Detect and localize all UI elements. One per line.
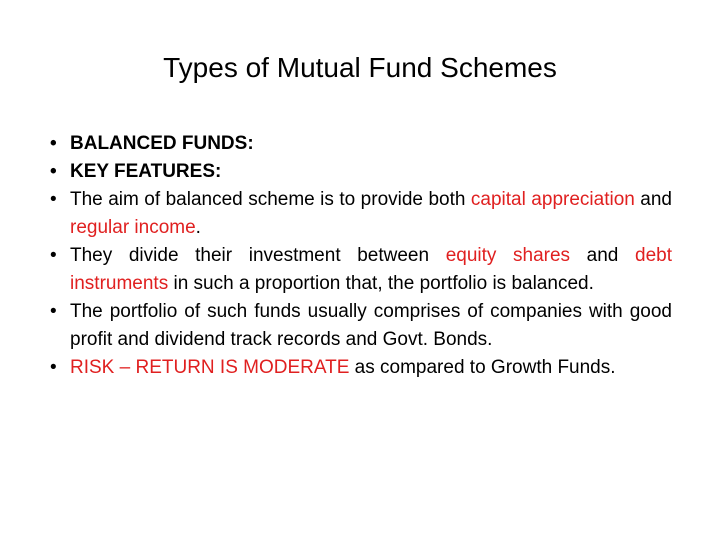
- bullet-balanced-funds: [50, 130, 672, 158]
- highlight-capital-appreciation: capital appreciation: [470, 189, 635, 210]
- bullet-risk-return: [50, 354, 672, 382]
- bullet-text: The portfolio of such funds usually comprises of companies with good profit and dividend track records and Govt. Bonds.: [70, 301, 672, 350]
- bullet-investment-division: [50, 242, 672, 298]
- bullet-list: [50, 130, 672, 382]
- bullet-portfolio: [50, 298, 672, 354]
- bullet-dot: •: [50, 133, 57, 154]
- bullet-text: and: [634, 189, 672, 210]
- bullet-key-features: [50, 158, 672, 186]
- bullet-text: as compared to Growth Funds.: [349, 357, 616, 378]
- bullet-text: BALANCED FUNDS:: [70, 133, 254, 154]
- highlight-risk-return: RISK – RETURN IS MODERATE: [70, 357, 350, 378]
- bullet-text: .: [195, 217, 201, 238]
- bullet-dot: •: [50, 189, 57, 210]
- bullet-aim: [50, 186, 672, 242]
- bullet-text: and: [570, 245, 636, 266]
- bullet-text: The aim of balanced scheme is to provide both: [70, 189, 471, 210]
- bullet-text: KEY FEATURES:: [70, 161, 222, 182]
- slide-title: Types of Mutual Fund Schemes: [163, 52, 557, 83]
- bullet-dot: •: [50, 161, 57, 182]
- bullet-dot: •: [50, 245, 57, 266]
- bullet-text: in such a proportion that, the portfolio is balanced.: [168, 273, 594, 294]
- bullet-text: They divide their investment between: [70, 245, 446, 266]
- bullet-dot: •: [50, 357, 57, 378]
- highlight-equity-shares: equity shares: [445, 245, 571, 266]
- highlight-debt-instruments: debt instruments: [70, 245, 672, 294]
- bullet-dot: •: [50, 301, 57, 322]
- highlight-regular-income: regular income: [70, 217, 196, 238]
